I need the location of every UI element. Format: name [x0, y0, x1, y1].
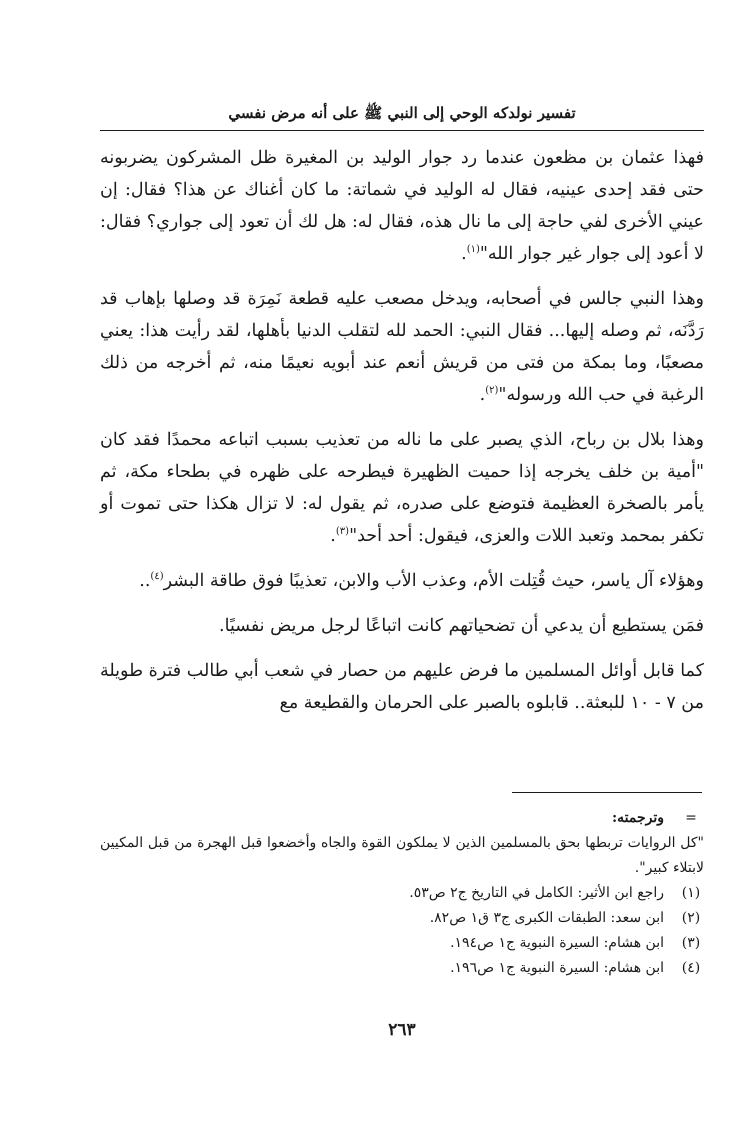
paragraph — [100, 142, 704, 270]
footnote-number: (٢) — [681, 910, 701, 926]
footnote-list — [100, 881, 704, 981]
footnote-reference[interactable]: (٢) — [485, 385, 499, 397]
paragraph-tail: .. — [139, 571, 151, 591]
footnote-continuation-text: "كل الروايات تربطها بحق بالمسلمين الذين لا يملكون القوة والجاه وأخضعوا قبل الهجرة من قبل المكيين لابتلاء كبير". — [100, 835, 704, 876]
paragraph-tail: . — [330, 526, 336, 546]
paragraph-text: كما قابل أوائل المسلمين ما فرض عليهم من حصار في شعب أبي طالب فترة طويلة من ٧ - ١٠ للبعثة.. قابلوه بالصبر على الحرمان والقطيعة مع — [100, 661, 704, 713]
footnote-reference[interactable]: (٣) — [335, 526, 350, 538]
footnote-number: (٣) — [681, 935, 701, 951]
footnote-reference[interactable]: (٤) — [150, 571, 164, 583]
paragraph — [100, 283, 704, 411]
footnote-separator — [512, 792, 702, 793]
paragraph — [100, 610, 704, 642]
paragraph-text: فهذا عثمان بن مظعون عندما رد جوار الوليد بن المغيرة ظل المشركون يضربونه حتى فقد إحدى عينيه، فقال له الوليد في شماتة: ما كان أغناك عن هذا؟ فقال: إن عيني الأخرى لفي حاجة إلى ما نال هذه، فقال له: هل لك أن تعود إلى جواري؟ فقال: لا أعود إلى جوار غير جوار الله" — [100, 148, 704, 264]
running-title: تفسير نولدكه الوحي إلى النبي ﷺ على أنه مرض نفسي — [228, 104, 576, 122]
footnote-text: ابن هشام: السيرة النبوية ج١ ص١٩٤. — [450, 935, 664, 951]
footnote-number: (٤) — [681, 960, 701, 976]
paragraph — [100, 424, 704, 552]
footnote-item — [100, 956, 704, 981]
paragraph-text: وهؤلاء آل ياسر، حيث قُتِلت الأم، وعذب الأب والابن، تعذيبًا فوق طاقة البشر — [163, 571, 704, 591]
footnote-text: راجع ابن الأثير: الكامل في التاريخ ج٢ ص٥٣. — [409, 885, 664, 901]
footnote-reference[interactable]: (١) — [466, 244, 480, 256]
paragraph-text: وهذا بلال بن رباح، الذي يصبر على ما ناله من تعذيب بسبب اتباعه محمدًا فقد كان "أمية بن خلف يخرجه إذا حميت الظهيرة فيطرحه على ظهره في بطحاء مكة، ثم يأمر بالصخرة العظيمة فتوضع على صدره، ثم يقول له: لا تزال هكذا حتى تموت أو تكفر بمحمد وتعبد اللات والعزى، فيقول: أحد أحد" — [100, 430, 704, 546]
paragraph — [100, 565, 704, 597]
continuation-marker: = — [685, 810, 697, 826]
footnote-text: ابن سعد: الطبقات الكبرى ج٣ ق١ ص٨٢. — [429, 910, 664, 926]
footnote-text: ابن هشام: السيرة النبوية ج١ ص١٩٦. — [450, 960, 664, 976]
continuation-heading-text: وترجمته: — [611, 810, 664, 826]
paragraph-text: فمَن يستطيع أن يدعي أن تضحياتهم كانت اتباعًا لرجل مريض نفسيًا. — [219, 616, 704, 636]
footnotes — [100, 806, 704, 981]
paragraph — [100, 655, 704, 719]
paragraph-text: وهذا النبي جالس في أصحابه، ويدخل مصعب عليه قطعة نَمِرَة قد وصلها بإهاب قد رَدَّنَه، ثم وصله إليها... فقال النبي: الحمد لله لتقلب الدنيا بأهلها، لقد رأيت هذا: يعني مصعبًا، وما بمكة من فتى من قريش أنعم عند أبويه نعيمًا منه، ثم أخرجه من ذلك الرغبة في حب الله ورسوله" — [100, 289, 704, 405]
footnote-continuation-heading — [100, 806, 704, 831]
footnote-item — [100, 931, 704, 956]
footnote-number: (١) — [681, 885, 701, 901]
page-number: ٢٦٣ — [388, 1020, 416, 1040]
paragraph-tail: . — [479, 385, 486, 405]
body-text — [100, 142, 704, 732]
book-page — [100, 0, 704, 1124]
footnote-item — [100, 881, 704, 906]
paragraph-tail: . — [461, 244, 467, 264]
header-rule — [100, 130, 704, 131]
footnote-item — [100, 906, 704, 931]
